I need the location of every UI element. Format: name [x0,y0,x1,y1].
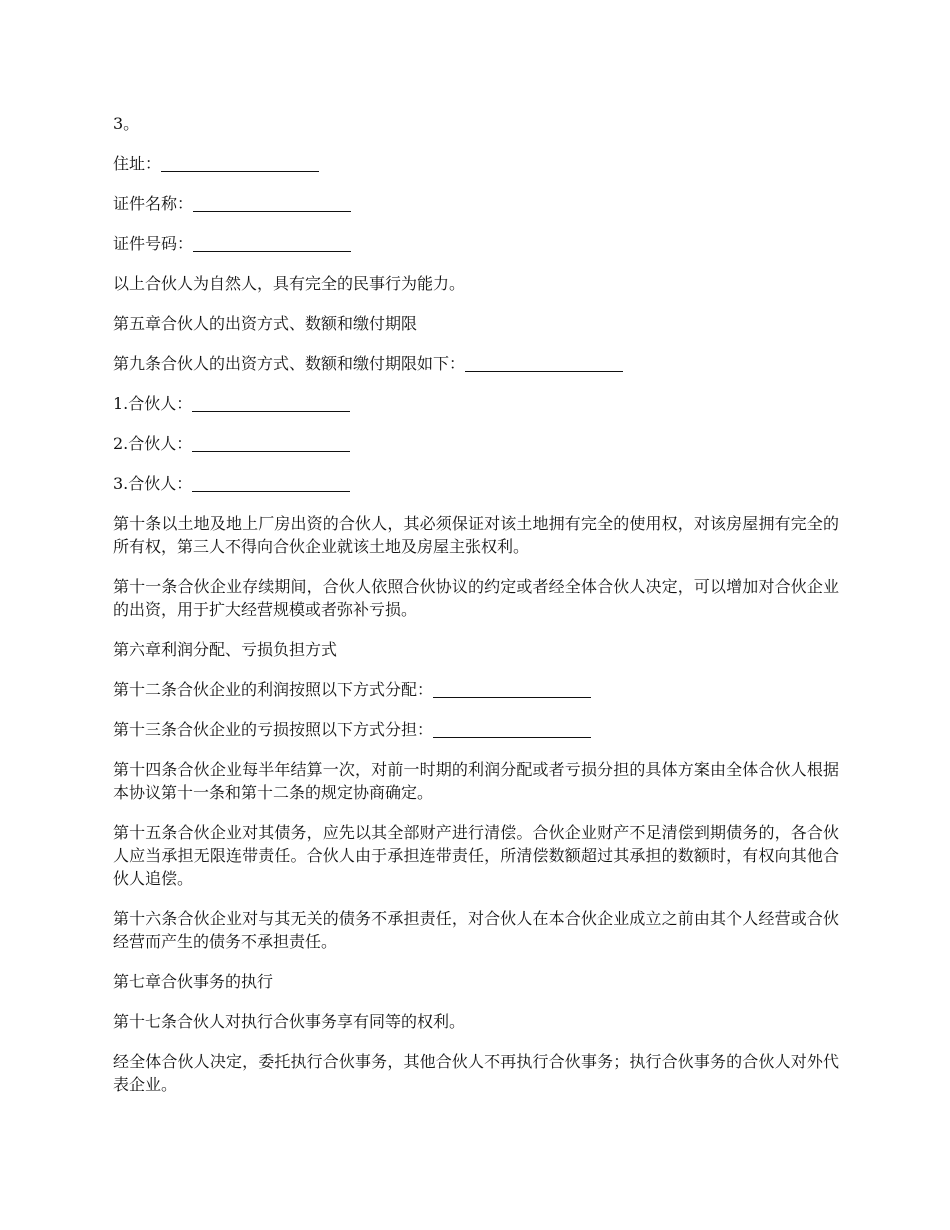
fill-in-blank-line [433,736,591,738]
paragraph-text: 第十七条合伙人对执行合伙事务享有同等的权利。 [113,1012,466,1031]
paragraph-text: 第十一条合伙企业存续期间，合伙人依照合伙协议的约定或者经全体合伙人决定，可以增加对合伙企业的出资，用于扩大经营规模或者弥补亏损。 [113,577,839,619]
fill-in-blank-line [192,490,350,492]
paragraph [113,432,839,455]
paragraph [113,312,839,335]
paragraph [113,392,839,415]
paragraph [113,112,839,135]
paragraph [113,512,839,558]
paragraph-text: 第七章合伙事务的执行 [113,972,274,991]
paragraph-text: 3。 [113,114,140,133]
paragraph-text: 第十六条合伙企业对与其无关的债务不承担责任，对合伙人在本合伙企业成立之前由其个人经营或合伙经营而产生的债务不承担责任。 [113,909,839,951]
fill-in-blank-line [192,410,350,412]
paragraph-text: 3.合伙人： [113,474,193,493]
paragraph [113,970,839,993]
paragraph [113,352,839,375]
paragraph-text: 1.合伙人： [113,394,193,413]
paragraph [113,192,839,215]
paragraph [113,472,839,495]
paragraph-text: 2.合伙人： [113,434,193,453]
paragraph-text: 证件号码： [113,234,194,253]
fill-in-blank-line [433,696,591,698]
paragraph-text: 住址： [113,154,162,173]
paragraph [113,718,839,741]
paragraph [113,1010,839,1033]
paragraph [113,272,839,295]
paragraph [113,1050,839,1096]
paragraph-text: 第五章合伙人的出资方式、数额和缴付期限 [113,314,418,333]
paragraph [113,758,839,804]
fill-in-blank-line [465,370,623,372]
fill-in-blank-line [193,210,351,212]
paragraph-text: 第十三条合伙企业的亏损按照以下方式分担： [113,720,434,739]
paragraph [113,907,839,953]
paragraph [113,821,839,890]
paragraph-text: 经全体合伙人决定，委托执行合伙事务，其他合伙人不再执行合伙事务；执行合伙事务的合伙人对外代表企业。 [113,1052,839,1094]
paragraph-text: 第六章利润分配、亏损负担方式 [113,640,338,659]
paragraph [113,678,839,701]
paragraph-text: 证件名称： [113,194,194,213]
paragraph [113,575,839,621]
paragraph [113,152,839,175]
fill-in-blank-line [161,170,319,172]
paragraph-text: 第十四条合伙企业每半年结算一次，对前一时期的利润分配或者亏损分担的具体方案由全体合伙人根据本协议第十一条和第十二条的规定协商确定。 [113,760,839,802]
paragraph-text: 第十二条合伙企业的利润按照以下方式分配： [113,680,434,699]
paragraph-text: 第九条合伙人的出资方式、数额和缴付期限如下： [113,354,466,373]
document-body [113,112,839,1113]
paragraph-text: 第十五条合伙企业对其债务，应先以其全部财产进行清偿。合伙企业财产不足清偿到期债务的，各合伙人应当承担无限连带责任。合伙人由于承担连带责任，所清偿数额超过其承担的数额时，有权向其他合伙人追偿。 [113,823,839,888]
paragraph-text: 以上合伙人为自然人，具有完全的民事行为能力。 [113,274,466,293]
fill-in-blank-line [192,450,350,452]
fill-in-blank-line [193,250,351,252]
paragraph [113,232,839,255]
paragraph [113,638,839,661]
paragraph-text: 第十条以土地及地上厂房出资的合伙人，其必须保证对该土地拥有完全的使用权，对该房屋拥有完全的所有权，第三人不得向合伙企业就该土地及房屋主张权利。 [113,514,839,556]
